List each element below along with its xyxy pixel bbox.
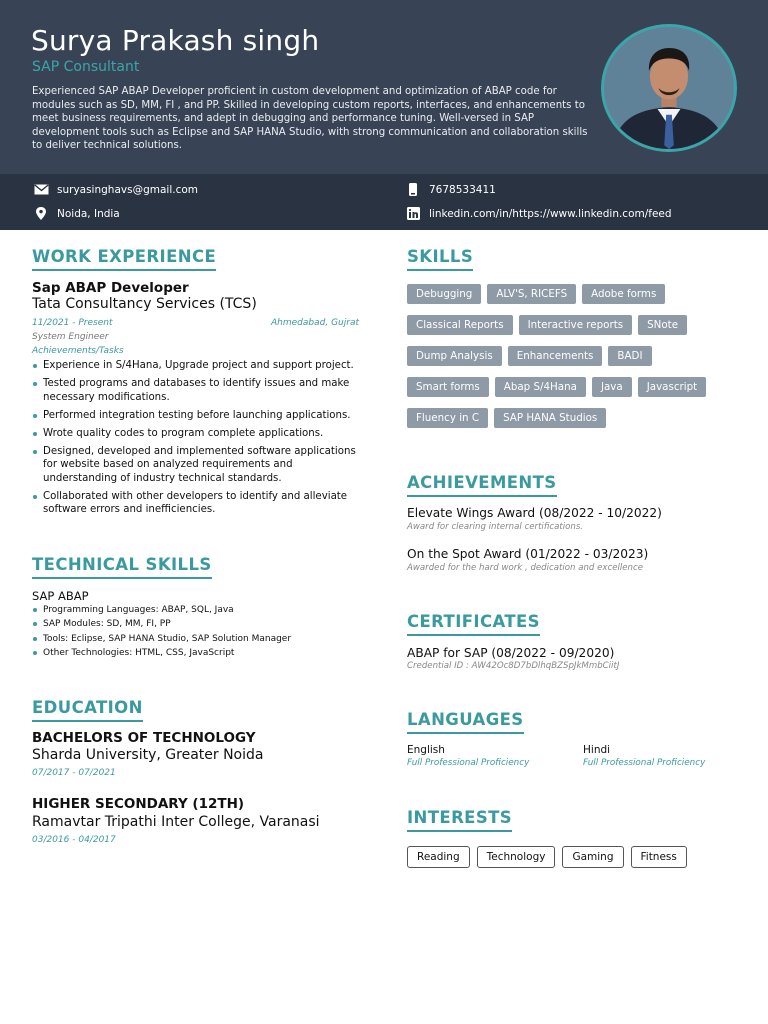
- person-portrait-icon: [604, 27, 734, 149]
- certificates-heading: CERTIFICATES: [407, 612, 540, 636]
- list-item: Programming Languages: ABAP, SQL, Java: [32, 603, 362, 617]
- skill-tag: Javascript: [638, 377, 706, 397]
- email-text: suryasinghavs@gmail.com: [57, 183, 198, 196]
- email-contact[interactable]: [34, 183, 198, 196]
- phone-contact[interactable]: [406, 183, 496, 196]
- certificate-title: ABAP for SAP (08/2022 - 09/2020): [407, 646, 615, 660]
- skill-tag: Adobe forms: [582, 284, 665, 304]
- interest-tag: Gaming: [562, 846, 623, 868]
- skill-tag: Fluency in C: [407, 408, 488, 428]
- achievement-title: On the Spot Award (01/2022 - 03/2023): [407, 547, 649, 561]
- language-level: Full Professional Proficiency: [407, 758, 530, 768]
- list-item: Performed integration testing before launching applications.: [32, 409, 362, 423]
- education-dates: 03/2016 - 04/2017: [32, 835, 116, 845]
- envelope-icon: [34, 183, 49, 196]
- skills-heading: SKILLS: [407, 247, 473, 271]
- skill-tag: SNote: [638, 315, 687, 335]
- list-item: Designed, developed and implemented software applications for website based on analyzed requirements and understanding of industry technical standards.: [32, 445, 362, 486]
- list-item: Wrote quality codes to program complete applications.: [32, 427, 362, 441]
- skill-tag: ALV'S, RICEFS: [487, 284, 576, 304]
- job-subtitle: System Engineer: [32, 332, 109, 342]
- degree-title: HIGHER SECONDARY (12TH): [32, 796, 245, 812]
- degree-title: BACHELORS OF TECHNOLOGY: [32, 730, 256, 746]
- skill-tag: Abap S/4Hana: [495, 377, 586, 397]
- skill-tag: Interactive reports: [519, 315, 633, 335]
- technical-skills-heading: TECHNICAL SKILLS: [32, 555, 212, 579]
- list-item: Tested programs and databases to identify issues and make necessary modifications.: [32, 377, 362, 404]
- job-location: Ahmedabad, Gujrat: [271, 318, 359, 328]
- list-item: Experience in S/4Hana, Upgrade project and support project.: [32, 359, 362, 373]
- technical-skills-list: [32, 603, 362, 661]
- school-name: Sharda University, Greater Noida: [32, 747, 264, 763]
- location-pin-icon: [34, 207, 49, 220]
- linkedin-text: linkedin.com/in/https://www.linkedin.com/feed: [429, 207, 672, 220]
- skill-tag: BADI: [608, 346, 651, 366]
- achievements-heading: ACHIEVEMENTS: [407, 473, 557, 497]
- task-list: [32, 359, 362, 521]
- interests-heading: INTERESTS: [407, 808, 512, 832]
- list-item: Other Technologies: HTML, CSS, JavaScript: [32, 646, 362, 660]
- job-title: SAP Consultant: [32, 59, 140, 75]
- achievement-description: Awarded for the hard work , dedication and excellence: [407, 563, 644, 573]
- profile-photo: [601, 24, 737, 152]
- skill-tag: Smart forms: [407, 377, 489, 397]
- linkedin-contact[interactable]: [406, 207, 672, 220]
- school-name: Ramavtar Tripathi Inter College, Varanasi: [32, 814, 320, 830]
- location-contact: [34, 207, 120, 220]
- education-dates: 07/2017 - 07/2021: [32, 768, 116, 778]
- list-item: SAP Modules: SD, MM, FI, PP: [32, 617, 362, 631]
- interest-tag: Technology: [477, 846, 556, 868]
- languages-heading: LANGUAGES: [407, 710, 524, 734]
- skill-tag: Debugging: [407, 284, 481, 304]
- tasks-label: Achievements/Tasks: [32, 346, 124, 356]
- company-name: Tata Consultancy Services (TCS): [32, 296, 257, 312]
- job-role: Sap ABAP Developer: [32, 280, 189, 296]
- skill-tag: Java: [592, 377, 632, 397]
- credential-id: Credential ID : AW42Oc8D7bDlhqBZSpJkMmbCiitJ: [407, 661, 620, 671]
- achievement-title: Elevate Wings Award (08/2022 - 10/2022): [407, 506, 662, 520]
- phone-text: 7678533411: [429, 183, 496, 196]
- candidate-name: Surya Prakash singh: [31, 24, 320, 57]
- skill-tag: Classical Reports: [407, 315, 513, 335]
- skill-tags: [407, 284, 737, 428]
- language-name: English: [407, 744, 445, 756]
- location-text: Noida, India: [57, 207, 120, 220]
- language-level: Full Professional Proficiency: [583, 758, 706, 768]
- resume-header: [0, 0, 768, 174]
- profile-summary: Experienced SAP ABAP Developer proficient in custom development and optimization of ABAP code for modules such as SD, MM, FI , and PP. Skilled in developing custom reports, interfaces, and enhancements to meet business requirements, and adept in debugging and performance tuning. Well-versed in SAP development tools such as Eclipse and SAP HANA Studio, with strong communication and collaboration skills to deliver technical solutions.: [32, 86, 588, 152]
- skill-tag: Dump Analysis: [407, 346, 502, 366]
- language-name: Hindi: [583, 744, 611, 756]
- phone-icon: [406, 183, 421, 196]
- contact-bar: [0, 174, 768, 230]
- skill-tag: Enhancements: [508, 346, 603, 366]
- interest-list: [407, 846, 687, 868]
- list-item: Collaborated with other developers to identify and alleviate software errors and inefficiencies.: [32, 490, 362, 517]
- work-experience-heading: WORK EXPERIENCE: [32, 247, 216, 271]
- list-item: Tools: Eclipse, SAP HANA Studio, SAP Solution Manager: [32, 632, 362, 646]
- job-dates: 11/2021 - Present: [32, 318, 113, 328]
- linkedin-icon: [406, 207, 421, 220]
- technical-skills-title: SAP ABAP: [32, 589, 89, 603]
- interest-tag: Reading: [407, 846, 470, 868]
- skill-tag: SAP HANA Studios: [494, 408, 606, 428]
- achievement-description: Award for clearing internal certifications.: [407, 522, 584, 532]
- interest-tag: Fitness: [631, 846, 687, 868]
- education-heading: EDUCATION: [32, 698, 143, 722]
